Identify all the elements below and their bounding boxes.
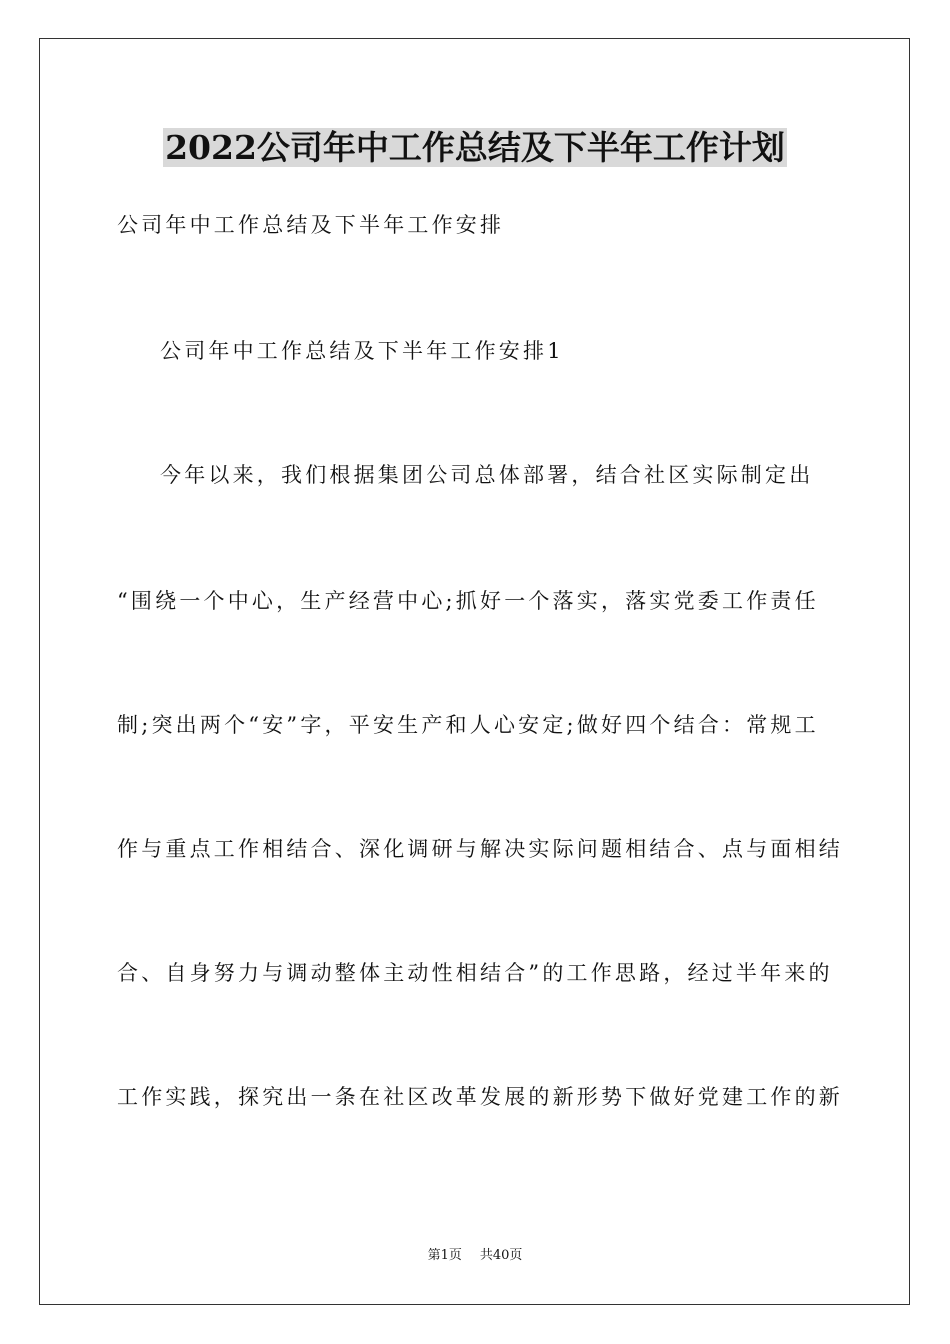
body-line-3: 制;突出两个“安”字，平安生产和人心安定;做好四个结合：常规工 [117,713,819,737]
body-line-1: 今年以来，我们根据集团公司总体部署，结合社区实际制定出 [160,463,814,487]
body-line-2: “围绕一个中心，生产经营中心;抓好一个落实，落实党委工作责任 [117,589,819,613]
document-title-text: 2022公司年中工作总结及下半年工作计划 [165,128,785,167]
document-subtitle: 公司年中工作总结及下半年工作安排 [117,213,505,237]
document-title [0,126,950,170]
page-number-total: 共40页 [479,1248,523,1263]
page-number-current: 第1页 [427,1248,462,1263]
page-footer [0,1247,950,1265]
section-heading: 公司年中工作总结及下半年工作安排1 [160,339,564,363]
body-line-5: 合、自身努力与调动整体主动性相结合”的工作思路，经过半年来的 [117,961,833,985]
body-line-4: 作与重点工作相结合、深化调研与解决实际问题相结合、点与面相结 [117,837,843,861]
body-line-6: 工作实践，探究出一条在社区改革发展的新形势下做好党建工作的新 [117,1085,843,1109]
